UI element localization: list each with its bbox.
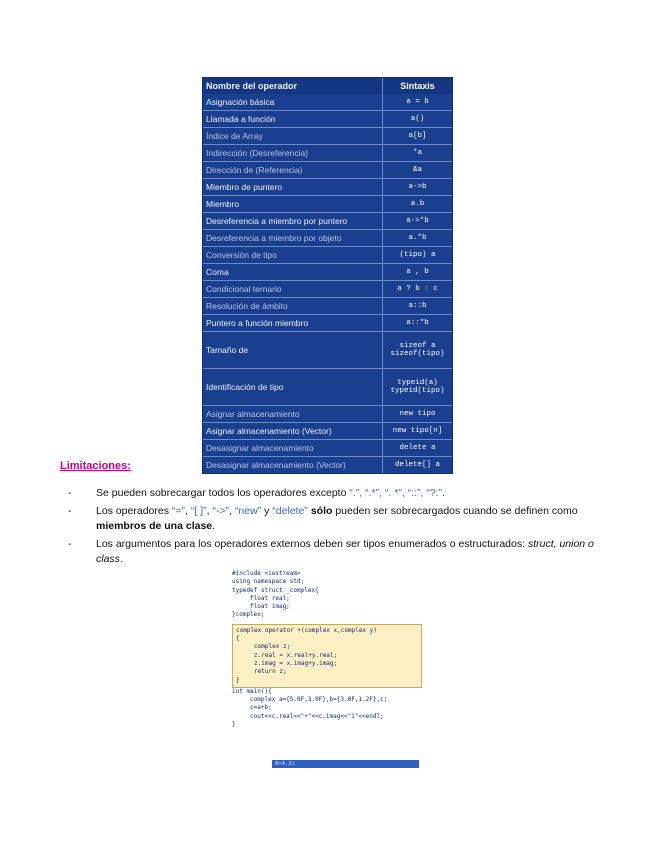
bullet-dash: -	[68, 487, 72, 499]
operator-name: Conversión de tipo	[203, 247, 383, 263]
table-row	[203, 212, 452, 229]
syntax-line: (tipo) a	[399, 251, 436, 259]
excluded-operators: “.”, “.*”, “. *”, “::”, “?:”	[349, 487, 443, 499]
table-row	[203, 297, 452, 314]
bullet-text: Se pueden sobrecargar todos los operadores excepto	[96, 487, 347, 499]
code-operator-overload: complex operator +(complex x,complex y) { complex z; z.real = x.real+y.real; z.imag = x.imag+y.imag; return z; }	[232, 624, 422, 688]
syntax-line: a()	[410, 115, 425, 123]
operator-syntax	[383, 230, 452, 246]
operator-syntax	[383, 94, 452, 110]
operator-name: Resolución de ámbito	[203, 298, 383, 314]
syntax-line: a->*b	[406, 217, 429, 225]
operator-name: Miembro de puntero	[203, 179, 383, 195]
operator-name: Condicional ternario	[203, 281, 383, 297]
table-row	[203, 195, 452, 212]
operator-syntax	[383, 162, 452, 178]
header-syntax: Sintaxis	[400, 81, 435, 91]
operator-syntax	[383, 281, 452, 297]
operator-name: Índice de Array	[203, 128, 383, 144]
operator-syntax	[383, 315, 452, 331]
operator-name: Identificación de tipo	[203, 369, 383, 405]
table-row	[203, 94, 452, 110]
console-output: 8+4.2i	[272, 760, 419, 768]
operator-name: Tamaño de	[203, 332, 383, 368]
syntax-line: a = b	[406, 98, 429, 106]
syntax-line: sizeof(tipo)	[390, 350, 445, 358]
limitations-list	[68, 486, 608, 570]
bullet-dash: -	[68, 537, 72, 550]
syntax-line: a ? b : c	[397, 285, 438, 293]
operators-table	[202, 77, 453, 474]
operator-syntax	[383, 213, 452, 229]
syntax-line: a->b	[408, 183, 427, 191]
table-row	[203, 405, 452, 422]
syntax-line: new tipo[n]	[392, 427, 443, 435]
operator-name: Dirección de (Referencia)	[203, 162, 383, 178]
operator-syntax	[383, 179, 452, 195]
bullet-dash: -	[68, 504, 72, 517]
code-struct-definition: #include <iostream> using namespace std; typedef struct _complex{ float real; float imag; }complex;	[232, 570, 319, 619]
operator-arrow: “->”	[212, 504, 230, 517]
list-item: - Los operadores “=”, “[ ]”, “->”, “new” y “delete” sólo pueden ser sobrecargados cuando se definen como miembros de una clase.	[68, 504, 608, 535]
operator-name: Coma	[203, 264, 383, 280]
table-row	[203, 127, 452, 144]
solo-emphasis: sólo	[310, 504, 333, 517]
operator-delete: “delete”	[272, 504, 308, 517]
table-row	[203, 314, 452, 331]
list-item: - Los argumentos para los operadores externos deben ser tipos enumerados o estructurados: struct, union o class.	[68, 537, 608, 568]
syntax-line: a::b	[408, 302, 427, 310]
syntax-line: *a	[412, 149, 422, 157]
operator-syntax	[383, 423, 452, 439]
operator-name: Asignar almacenamiento (Vector)	[203, 423, 383, 439]
class-members-emphasis: miembros de una clase	[96, 520, 213, 532]
list-item: - Se pueden sobrecargar todos los operadores excepto “.”, “.*”, “. *”, “::”, “?:”.	[68, 486, 608, 502]
table-row	[203, 110, 452, 127]
table-header-row	[203, 78, 452, 94]
operator-syntax	[383, 196, 452, 212]
operator-syntax	[383, 369, 452, 405]
operator-index: “[ ]”	[190, 504, 207, 517]
syntax-line: delete[] a	[394, 461, 440, 469]
operator-syntax	[383, 332, 452, 368]
limitations-heading: Limitaciones:	[60, 460, 131, 472]
syntax-line: a.*b	[408, 234, 427, 242]
syntax-line: typeid(tipo)	[390, 387, 445, 395]
operator-syntax	[383, 145, 452, 161]
syntax-line: a[b]	[408, 132, 427, 140]
table-row	[203, 229, 452, 246]
operator-syntax	[383, 457, 452, 473]
table-row	[203, 280, 452, 297]
operator-name: Desreferencia a miembro por objeto	[203, 230, 383, 246]
syntax-line: a , b	[406, 268, 429, 276]
operator-syntax	[383, 264, 452, 280]
table-row	[203, 439, 452, 456]
operator-syntax	[383, 128, 452, 144]
operator-name: Asignar almacenamiento	[203, 406, 383, 422]
table-row	[203, 331, 452, 368]
table-row	[203, 144, 452, 161]
operator-name: Llamada a función	[203, 111, 383, 127]
operator-name: Miembro	[203, 196, 383, 212]
syntax-line: a::*b	[406, 319, 429, 327]
table-row	[203, 161, 452, 178]
syntax-line: delete a	[399, 444, 436, 452]
operator-name: Indirección (Desreferencia)	[203, 145, 383, 161]
syntax-line: typeid(a)	[397, 379, 438, 387]
table-row	[203, 178, 452, 195]
table-row	[203, 422, 452, 439]
operator-assign: “=”	[171, 504, 186, 517]
syntax-line: new tipo	[399, 410, 436, 418]
code-example	[232, 570, 422, 729]
operator-name: Asignación básica	[203, 94, 383, 110]
syntax-line: a.b	[410, 200, 425, 208]
table-row	[203, 368, 452, 405]
operator-new: “new”	[234, 504, 262, 517]
syntax-line: &a	[412, 166, 422, 174]
operator-name: Desreferencia a miembro por puntero	[203, 213, 383, 229]
operator-syntax	[383, 111, 452, 127]
code-main-function: int main(){ complex a={5.0F,3.0F},b={3.0F,1.2F},c; c=a+b; cout<<c.real<<"+"<<c.imag<<"i"<<endl; }	[232, 687, 388, 729]
struct-types: struct, union o class	[96, 537, 594, 565]
table-row	[203, 246, 452, 263]
operator-name: Puntero a función miembro	[203, 315, 383, 331]
header-operator-name: Nombre del operador	[203, 78, 383, 94]
operator-syntax	[383, 406, 452, 422]
operator-syntax	[383, 247, 452, 263]
syntax-line: sizeof a	[399, 342, 436, 350]
operator-name: Desasignar almacenamiento	[203, 440, 383, 456]
operator-syntax	[383, 298, 452, 314]
table-row	[203, 456, 452, 473]
operator-name: Desasignar almacenamiento (Vector)	[203, 457, 383, 473]
table-row	[203, 263, 452, 280]
operator-syntax	[383, 440, 452, 456]
